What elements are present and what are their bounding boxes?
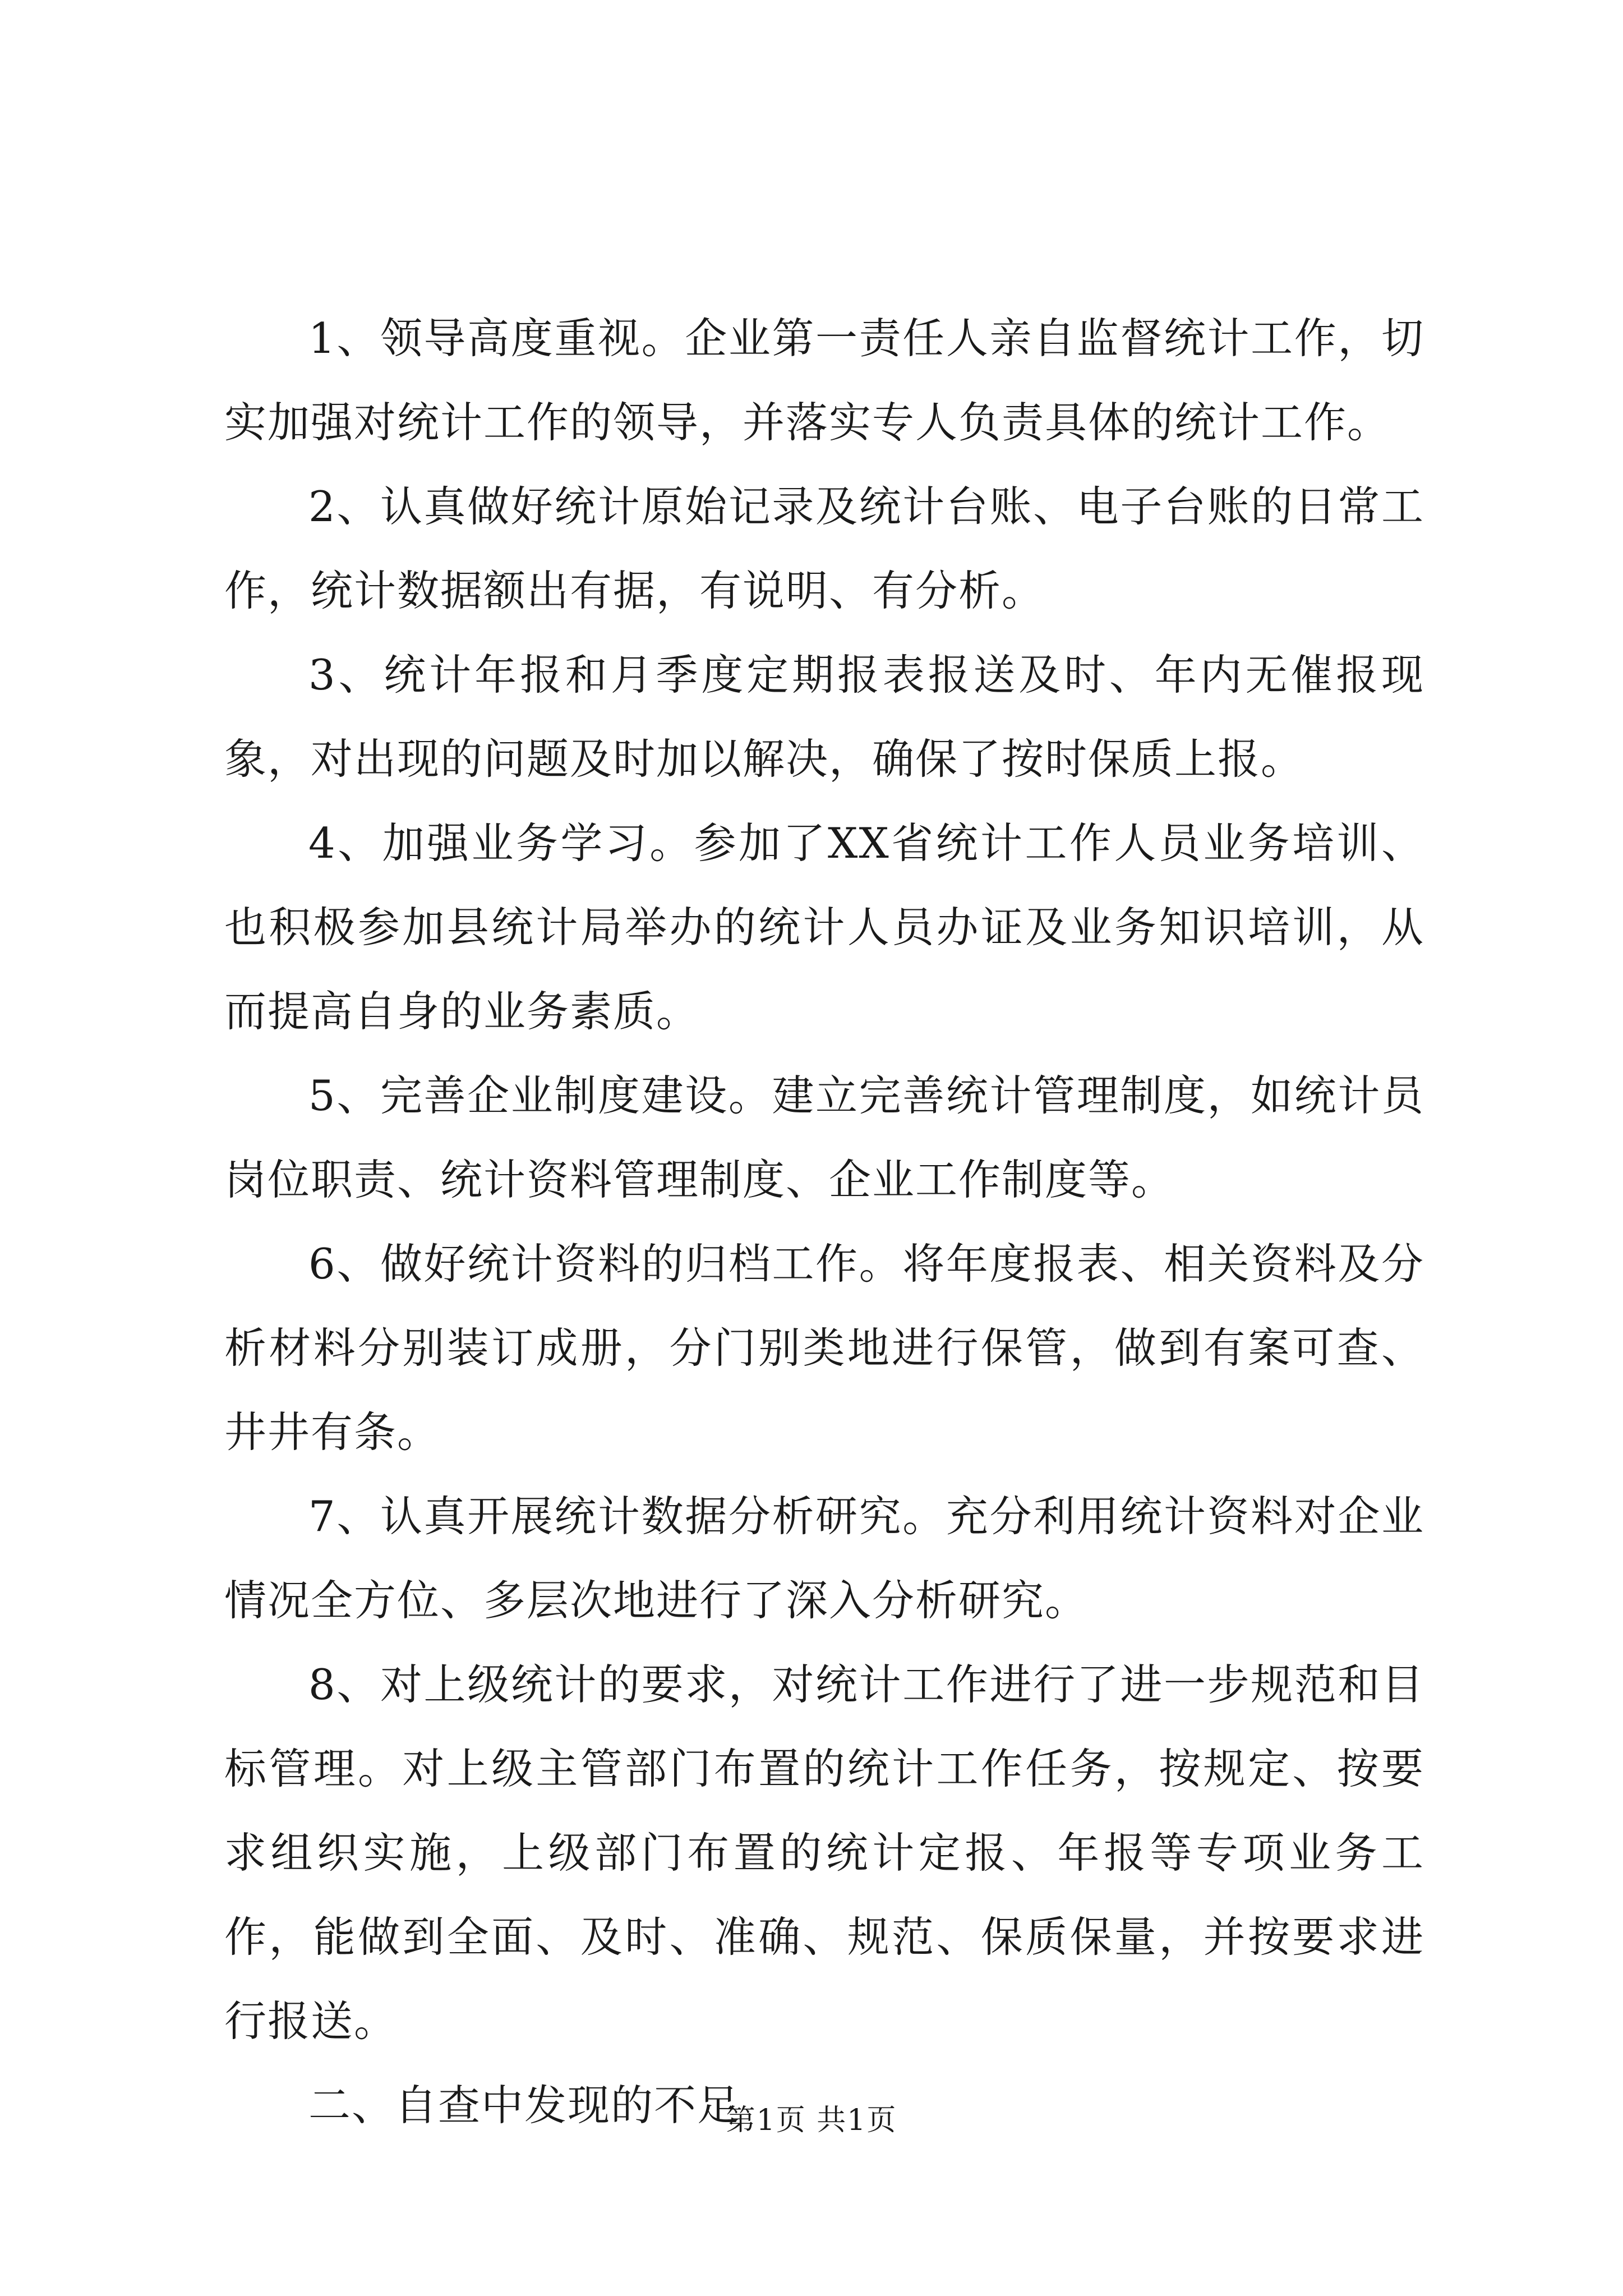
section-heading: 二、自查中发现的不足 [308, 2081, 741, 2130]
paragraph-3: 3、统计年报和月季度定期报表报送及时、年内无催报现象，对出现的问题及时加以解决，确保了按时保质上报。 [224, 650, 1424, 784]
page-footer: 第1页 共1页 [726, 2104, 897, 2137]
paragraph-5: 5、完善企业制度建设。建立完善统计管理制度，如统计员岗位职责、统计资料管理制度、企业工作制度等。 [224, 1071, 1424, 1204]
paragraph-6: 6、做好统计资料的归档工作。将年度报表、相关资料及分析材料分别装订成册，分门别类地进行保管，做到有案可查、井井有条。 [224, 1239, 1424, 1457]
paragraph-2: 2、认真做好统计原始记录及统计台账、电子台账的日常工作，统计数据额出有据，有说明、有分析。 [224, 482, 1424, 615]
paragraph-8: 8、对上级统计的要求，对统计工作进行了进一步规范和目标管理。对上级主管部门布置的统计工作任务，按规定、按要求组织实施，上级部门布置的统计定报、年报等专项业务工作，能做到全面、及时、准确、规范、保质保量，并按要求进行报送。 [224, 1660, 1424, 2046]
paragraph-1: 1、领导高度重视。企业第一责任人亲自监督统计工作，切实加强对统计工作的领导，并落实专人负责具体的统计工作。 [224, 314, 1424, 447]
paragraph-7: 7、认真开展统计数据分析研究。充分利用统计资料对企业情况全方位、多层次地进行了深入分析研究。 [224, 1492, 1424, 1625]
document-body [224, 296, 1424, 2147]
paragraph-4: 4、加强业务学习。参加了XX省统计工作人员业务培训、也积极参加县统计局举办的统计人员办证及业务知识培训，从而提高自身的业务素质。 [224, 818, 1424, 1036]
